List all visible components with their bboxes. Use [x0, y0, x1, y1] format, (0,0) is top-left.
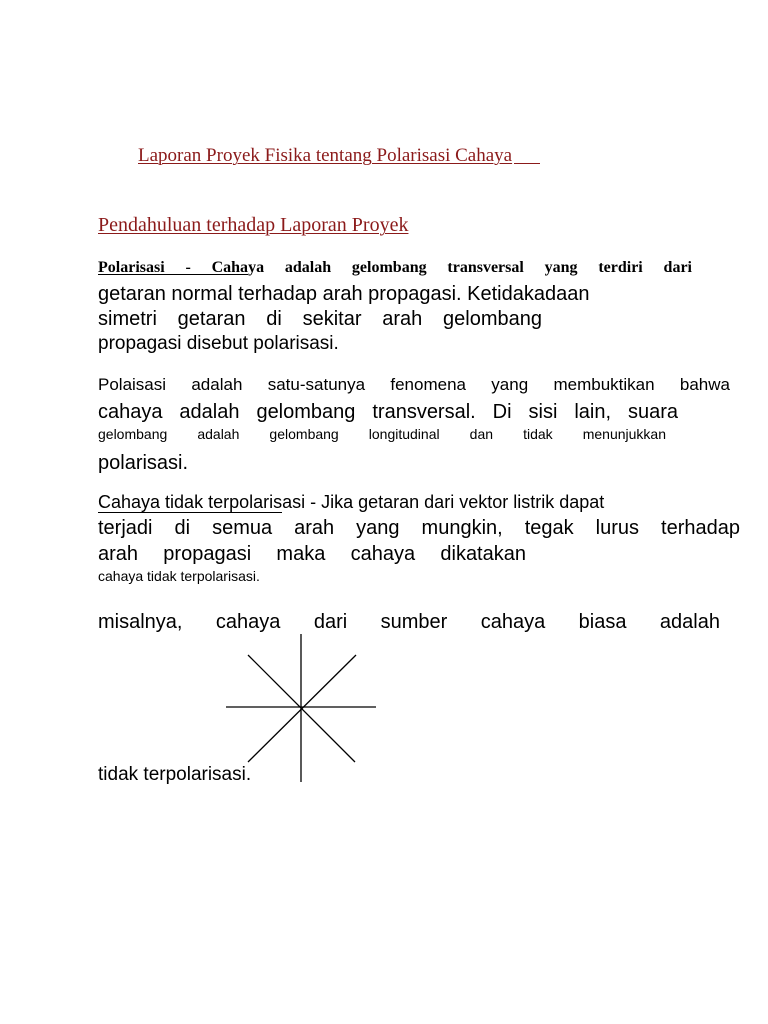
- para3-line2: terjadi di semua arah yang mungkin, tegak lurus terhadap: [98, 517, 740, 539]
- para2-line1: Polaisasi adalah satu-satunya fenomena yang membuktikan bahwa: [98, 375, 730, 394]
- para1-line2: getaran normal terhadap arah propagasi. Ketidakadaan: [98, 283, 590, 305]
- para3-lead-term: Cahaya tidak terpolaris: [98, 492, 283, 512]
- para2-line4: polarisasi.: [98, 452, 189, 474]
- document-title: Laporan Proyek Fisika tentang Polarisasi Cahaya: [138, 145, 540, 167]
- para4-line2: tidak terpolarisasi.: [98, 764, 252, 785]
- para1-line4: propagasi disebut polarisasi.: [98, 333, 339, 354]
- para2-line2: cahaya adalah gelombang transversal. Di sisi lain, suara: [98, 401, 678, 423]
- section-heading: Pendahuluan terhadap Laporan Proyek: [98, 214, 409, 236]
- para1-line1: Polarisasi - Cahaya adalah gelombang transversal yang terdiri dari: [98, 259, 692, 276]
- para3-line1: Cahaya tidak terpolaris asi - Jika getaran dari vektor listrik dapat: [98, 492, 605, 512]
- para1-lead-term: Polarisasi - Caha: [98, 259, 249, 276]
- para3-line3: arah propagasi maka cahaya dikatakan: [98, 543, 526, 565]
- para2-line3: gelombang adalah gelombang longitudinal dan tidak menunjukkan: [98, 426, 666, 442]
- para4-line1: misalnya, cahaya dari sumber cahaya biasa adalah: [98, 611, 720, 633]
- para1-line3: simetri getaran di sekitar arah gelombang: [98, 308, 542, 330]
- para3-line4: cahaya tidak terpolarisasi.: [98, 568, 260, 584]
